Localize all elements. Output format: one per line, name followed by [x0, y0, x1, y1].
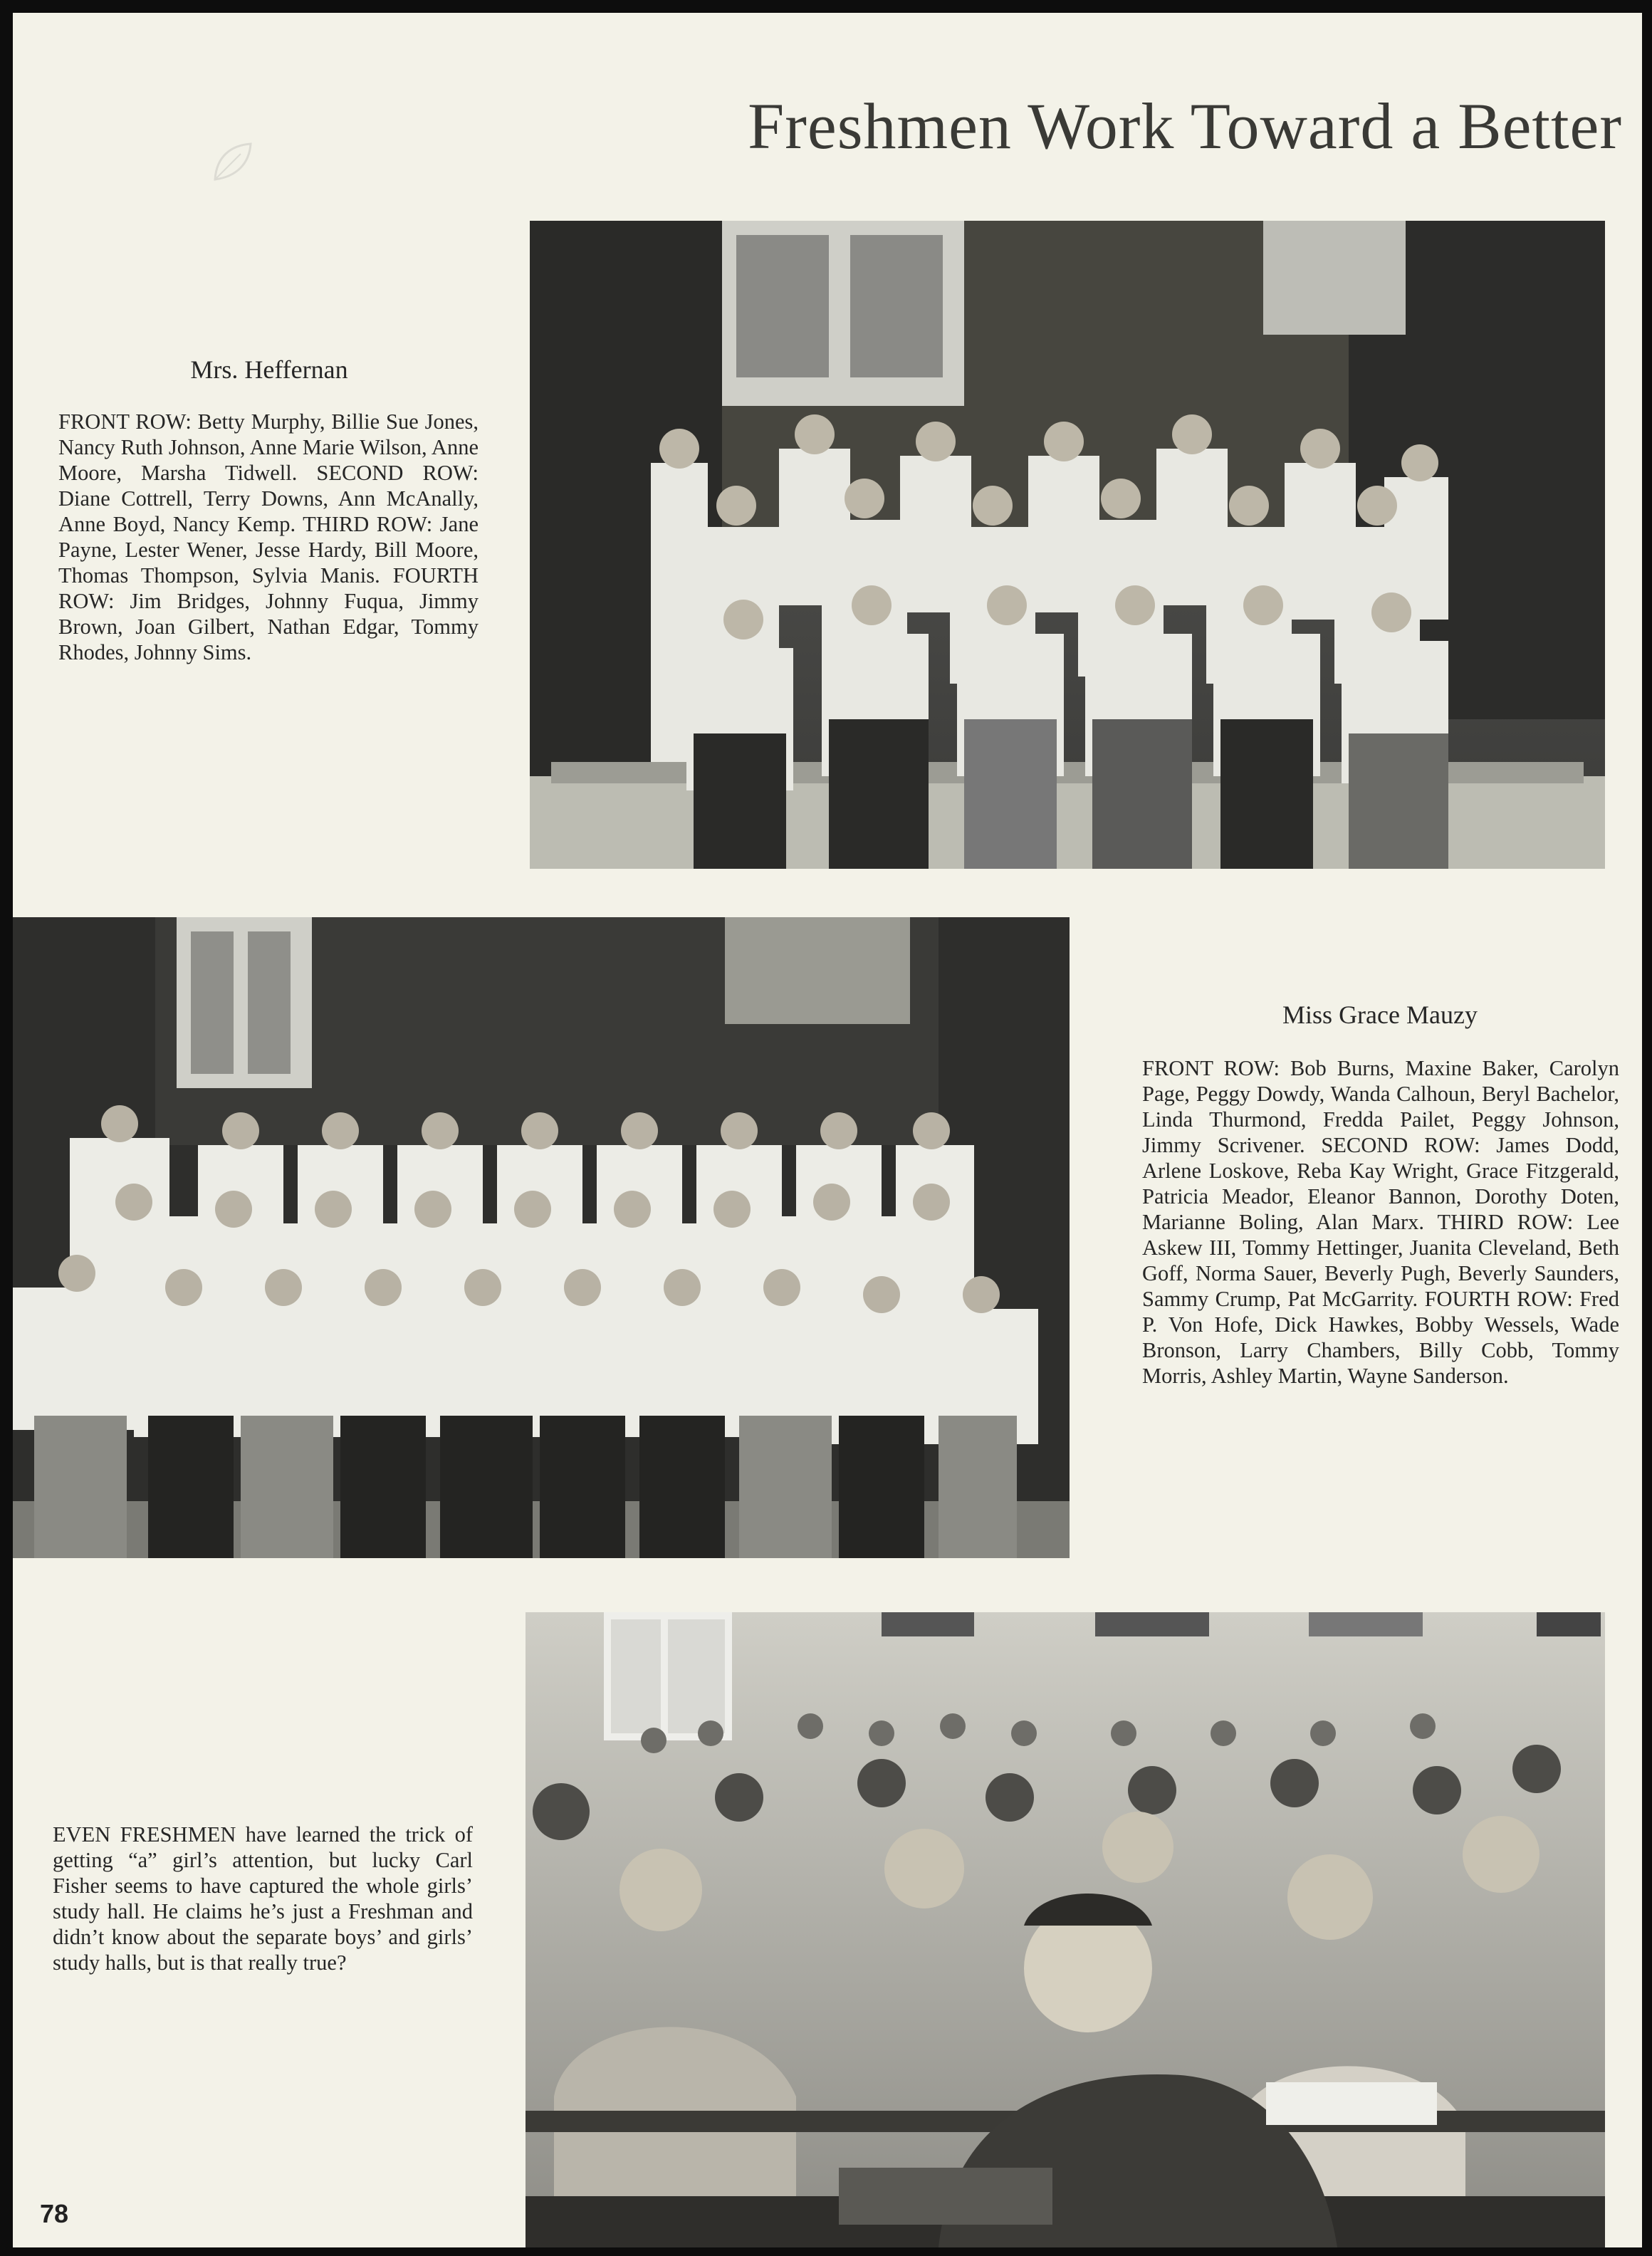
page-number: 78: [40, 2199, 69, 2228]
homeroom-2-group-photo: [13, 917, 1070, 1558]
homeroom-2-roster: FRONT ROW: Bob Burns, Maxine Baker, Carolyn Page, Peggy Dowdy, Wanda Calhoun, Beryl Bachelor, Linda Thurmond, Fredda Pailet, Peggy Johnson, Jimmy Scrivener. SECOND ROW: James Dodd, Arlene Loskove, Reba Kay Wright, Grace Fitzgerald, Patricia Meador, Eleanor Bannon, Dorothy Doten, Marianne Boling, Alan Marx. THIRD ROW: Lee Askew III, Tommy Hettinger, Juanita Cleveland, Beth Goff, Norma Sauer, Beverly Pugh, Beverly Saunders, Sammy Crump, Pat McGarrity. FOURTH ROW: Fred P. Von Hofe, Dick Hawkes, Bobby Wessels, Wade Bronson, Larry Chambers, Billy Cobb, Tommy Morris, Ashley Martin, Wayne Sanderson.: [1142, 1056, 1619, 1388]
homeroom-2-teacher: Miss Grace Mauzy: [1282, 1001, 1478, 1029]
page-title: Freshmen Work Toward a Better: [748, 90, 1622, 162]
homeroom-1-group-photo: [530, 221, 1605, 869]
study-hall-photo: [526, 1612, 1605, 2247]
yearbook-page: [13, 13, 1642, 2247]
homeroom-1-roster: FRONT ROW: Betty Murphy, Billie Sue Jones, Nancy Ruth Johnson, Anne Marie Wilson, Anne Moore, Marsha Tidwell. SECOND ROW: Diane Cottrell, Terry Downs, Ann McAnally, Anne Boyd, Nancy Kemp. THIRD ROW: Jane Payne, Lester Wener, Jesse Hardy, Bill Moore, Thomas Thompson, Sylvia Manis. FOURTH ROW: Jim Bridges, Johnny Fuqua, Jimmy Brown, Joan Gilbert, Nathan Edgar, Tommy Rhodes, Johnny Sims.: [58, 409, 479, 664]
homeroom-1-teacher: Mrs. Heffernan: [190, 355, 348, 384]
leaf-watermark-icon: [209, 140, 255, 185]
study-hall-caption: EVEN FRESHMEN have learned the trick of getting “a” girl’s attention, but lucky Carl Fisher seems to have captured the whole girls’ study hall. He claims he’s just a Freshman and didn’t know about the separate boys’ and girls’ study halls, but is that really true?: [53, 1822, 473, 1975]
